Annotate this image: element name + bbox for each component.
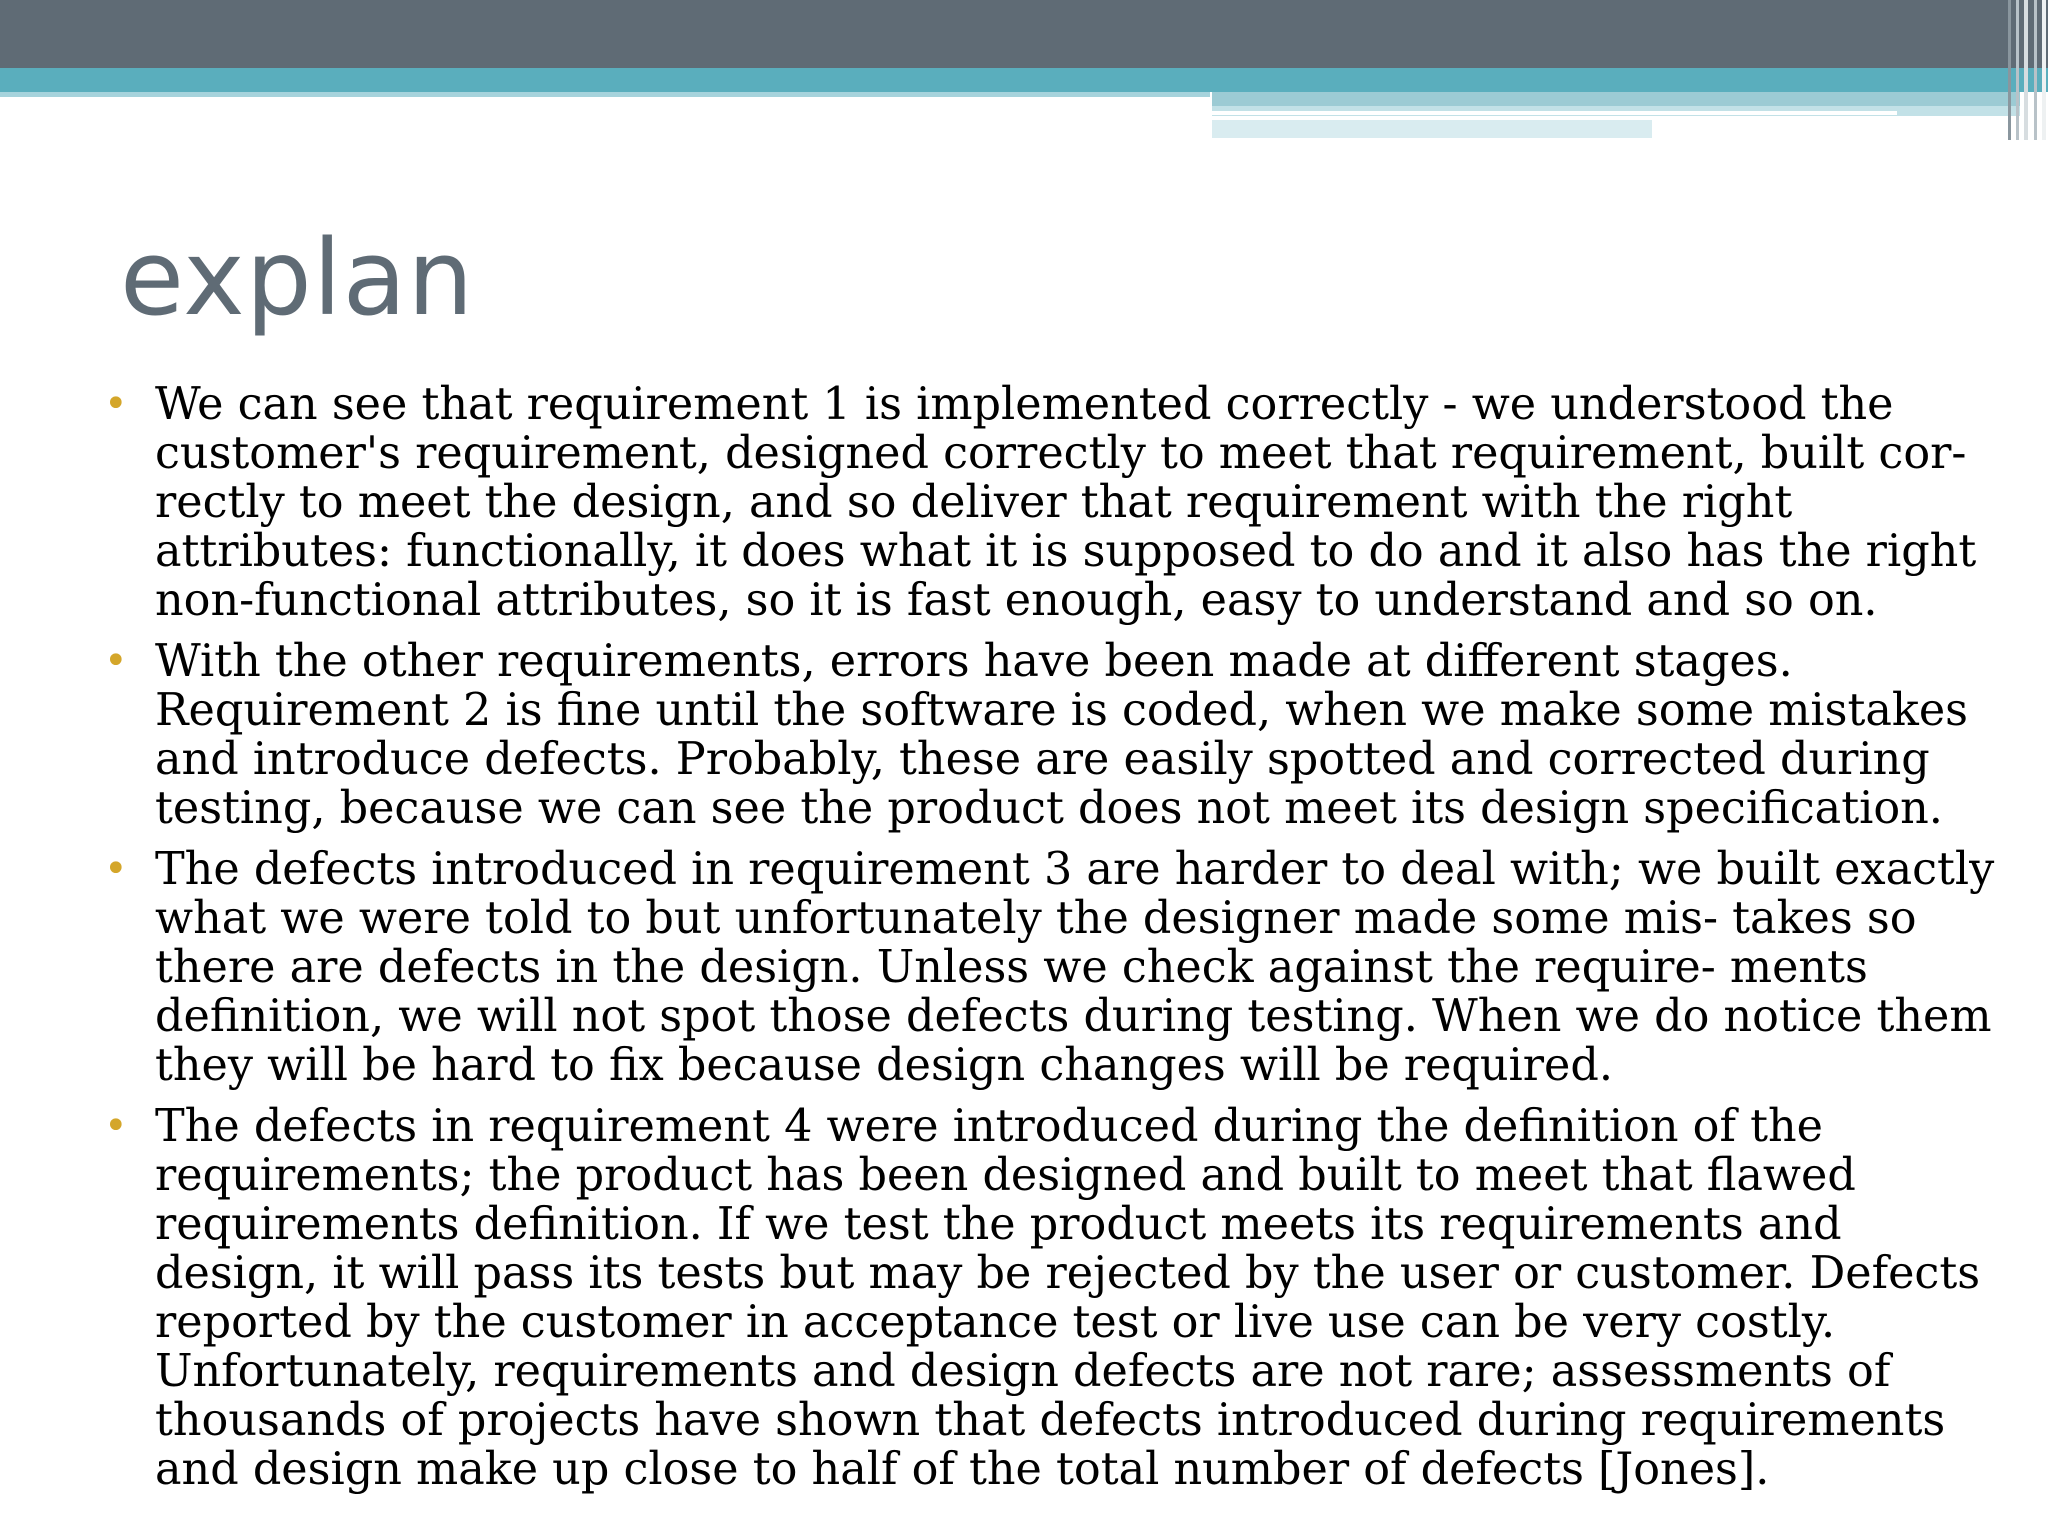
bullet-icon: • — [104, 381, 128, 427]
bullet-icon: • — [104, 1103, 128, 1149]
bullet-text: The defects introduced in requirement 3 are harder to deal with; we built exactly what we were told to but unfortunately the designer made some mis- takes so there are defects in the design. Unless we check against the require- ments definition, we will not spot those defects during testing. When we do notice them they will be hard to fix because design changes will be required. — [155, 844, 1995, 1091]
slide-title: explan — [120, 217, 475, 339]
header-accent-band — [0, 68, 2048, 92]
bullet-item — [100, 380, 2000, 625]
bullet-item — [100, 1102, 2000, 1494]
bullet-list — [100, 380, 2000, 1506]
header-decor-line — [1212, 111, 1897, 115]
bullet-item — [100, 845, 2000, 1090]
header-decor-bar — [1212, 120, 1652, 138]
bullet-text: The defects in requirement 4 were introduced during the definition of the requirements; the product has been designed and built to meet that flawed requirements definition. If we test the product meets its requirements and design, it will pass its tests but may be rejected by the user or customer. Defects reported by the customer in acceptance test or live use can be very costly. Unfortunately, requirements and design defects are not rare; assessments of thousands of projects have shown that defects introduced during requirements and design make up close to half of the total number of defects [Jones]. — [155, 1101, 1981, 1495]
header-band — [0, 0, 2048, 68]
bullet-text: We can see that requirement 1 is implemented correctly - we understood the customer's requirement, designed correctly to meet that requirement, built cor- rectly to meet the design, and so deliver that requirement with the right attributes: functionally, it does what it is supposed to do and it also has the right non-functional attributes, so it is fast enough, easy to understand and so on. — [155, 379, 1977, 626]
bullet-item — [100, 637, 2000, 833]
header-edge-stripes — [2004, 0, 2048, 140]
bullet-icon: • — [104, 638, 128, 684]
bullet-text: With the other requirements, errors have been made at different stages. Requirement 2 is fine until the software is coded, when we make some mistakes and introduce defects. Probably, these are easily spotted and corrected during testing, because we can see the product does not meet its design specification. — [155, 636, 1969, 834]
header-accent-line — [0, 92, 1210, 97]
header-decor-bar — [1212, 92, 2020, 106]
bullet-icon: • — [104, 846, 128, 892]
